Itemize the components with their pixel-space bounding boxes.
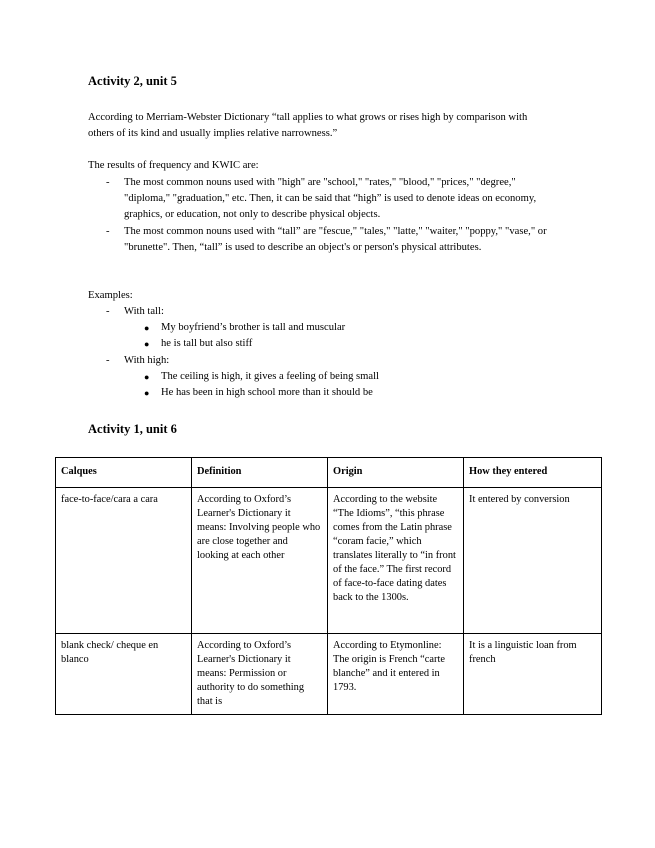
activity2-title: Activity 2, unit 5: [88, 74, 177, 88]
table-row: [56, 488, 602, 634]
dash-marker: -: [106, 354, 110, 366]
examples-label: Examples:: [88, 290, 133, 301]
results-intro: The results of frequency and KWIC are:: [88, 160, 259, 171]
example-group-label: With tall:: [124, 306, 164, 317]
calques-table: [55, 457, 602, 715]
example-items: [124, 320, 559, 352]
example-text: The ceiling is high, it gives a feeling of being small: [161, 370, 380, 382]
bullet-icon: ●: [144, 371, 150, 382]
origin-cell: According to Etymonline: The origin is French “carte blanche” and it entered in 1793.: [328, 634, 464, 715]
example-text: My boyfriend’s brother is tall and muscular: [161, 322, 346, 334]
list-item: [106, 304, 559, 353]
examples-list: [106, 304, 559, 401]
bullet-icon: ●: [144, 323, 150, 334]
definition-cell: According to Oxford’s Learner's Dictionary it means: Permission or authority to do something that is: [192, 634, 328, 715]
dash-marker: -: [106, 306, 110, 317]
definition-cell: According to Oxford’s Learner's Dictionary it means: Involving people who are close together and looking at each other: [192, 488, 328, 634]
bullet-icon: ●: [144, 339, 150, 350]
result-text: The most common nouns used with "high" are "school," "rates," "blood," "prices," "degree," "diploma," "graduation," etc. Then, it can be said that “high” is used to denote ideas on economy, graphics, or education, not only to describe physical objects.: [124, 177, 537, 221]
list-item: [124, 385, 559, 401]
activity1-title: Activity 1, unit 6: [88, 422, 177, 436]
example-text: he is tall but also stiff: [161, 338, 253, 350]
table-row: [56, 634, 602, 715]
header-calques: Calques: [56, 458, 192, 488]
result-text: The most common nouns used with “tall” are "fescue," "tales," "latte," "waiter," "poppy," "vase," or "brunette". Then, “tall” is used to describe an object's or person's physical attributes.: [124, 225, 547, 253]
header-origin: Origin: [328, 458, 464, 488]
header-how-entered: How they entered: [464, 458, 602, 488]
list-item: [124, 369, 559, 385]
table-header-row: [56, 458, 602, 488]
dash-marker: -: [106, 177, 110, 188]
list-item: [124, 336, 559, 352]
dash-marker: -: [106, 225, 110, 237]
list-item: [106, 175, 559, 224]
how-entered-cell: It is a linguistic loan from french: [464, 634, 602, 715]
results-list: [106, 175, 559, 256]
example-group-label: With high:: [124, 354, 170, 366]
how-entered-cell: It entered by conversion: [464, 488, 602, 634]
origin-cell: According to the website “The Idioms”, “this phrase comes from the Latin phrase “coram facie,” which translates literally to “in front of the face.” The first record of face-to-face dating dates back to the 1300s.: [328, 488, 464, 634]
activity2-definition: According to Merriam-Webster Dictionary “tall applies to what grows or rises high by comparison with others of its kind and usually implies relative narrowness.”: [88, 112, 528, 139]
example-items: [124, 369, 559, 401]
example-text: He has been in high school more than it should be: [161, 387, 373, 399]
header-definition: Definition: [192, 458, 328, 488]
list-item: [106, 224, 559, 256]
bullet-icon: ●: [144, 388, 150, 399]
calque-cell: face-to-face/cara a cara: [56, 488, 192, 634]
list-item: [124, 320, 559, 336]
calque-cell: blank check/ cheque en blanco: [56, 634, 192, 715]
list-item: [106, 353, 559, 402]
